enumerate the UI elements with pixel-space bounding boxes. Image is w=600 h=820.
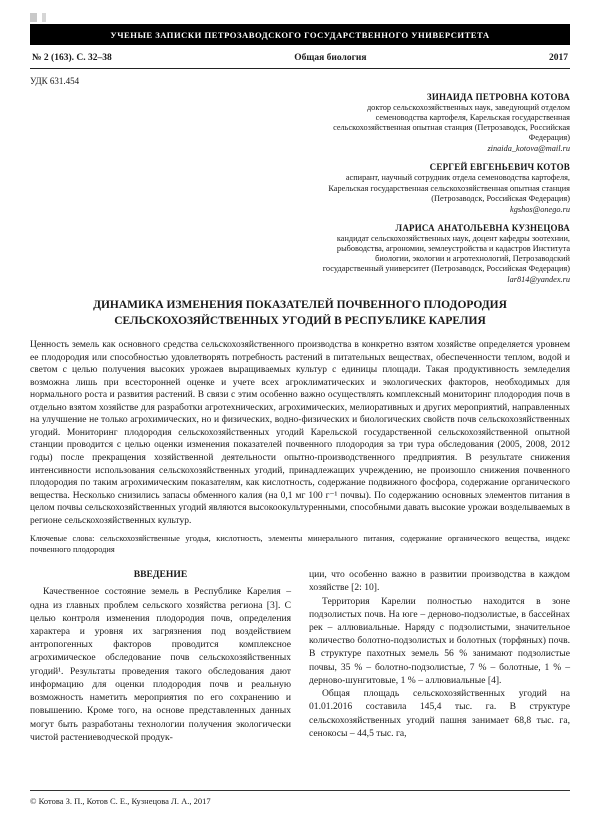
author-block [30,223,570,284]
copyright-line: © Котова З. П., Котов С. Е., Кузнецова Л. А., 2017 [30,790,570,806]
right-column [309,568,570,744]
author-name: ЛАРИСА АНАТОЛЬЕВНА КУЗНЕЦОВА [395,222,570,233]
author-name: ЗИНАИДА ПЕТРОВНА КОТОВА [426,92,570,102]
author-email: kgshos@onego.ru [510,204,570,214]
author-name: СЕРГЕЙ ЕВГЕНЬЕВИЧ КОТОВ [429,162,570,173]
scan-artifact-mark [30,13,37,22]
issue-pages: № 2 (163). С. 32–38 [32,53,112,63]
udc-code: УДК 631.454 [30,76,80,86]
author-email: zinaida_kotova@mail.ru [487,144,570,154]
journal-banner: УЧЕНЫЕ ЗАПИСКИ ПЕТРОЗАВОДСКОГО ГОСУДАРСТВЕННОГО УНИВЕРСИТЕТА [30,24,570,45]
authors-block [30,92,570,284]
paragraph: Качественное состояние земель в Республике Карелия – одна из главных проблем сельского хозяйства региона [3]. С целью контроля изменения плодородия почв, определения характера и уровня их загрязнения под воздействием антропогенных факторов проводится комплексное агрохимическое обследование почв сельскохозяйственных угодий¹. Результаты проведения такого обследования дают информацию для оценки плодородия почв и реальную возможность наметить мероприятия по его сохранению и повышению. Кроме того, на основе представленных данных могут быть разработаны технологии получения экологически чистой растениеводческой продук- [30,586,291,743]
scan-artifact [30,6,570,24]
paragraph: Территория Карелии полностью находится в зоне подзолистых почв. На юге – дерново-подзолистые, в бассейнах рек – аллювиальные. Наряду с подзолистыми, значительное количество болотно-подзолистых и болотных (торфяных) почв. В структуре пахотных земель 56 % занимают подзолистые почвы, 35 % – болотно-подзолистые, 7 % – болотные, 1 % – дерново-шунгитовые, 1 % – аллювиальные [4]. [309,595,570,686]
paragraph: Общая площадь сельскохозяйственных угодий на 01.01.2016 составила 145,4 тыс. га. В структуре сельскохозяйственных угодий пашня занимает 68,8 тыс. га, сенокосы – 44,5 тыс. га, [309,688,570,739]
section-name: Общая биология [294,53,367,63]
paragraph: ции, что особенно важно в развитии производства в каждом хозяйстве [2: 10]. [309,569,570,594]
author-block [30,162,570,213]
author-affiliation: аспирант, научный сотрудник отдела семеноводства картофеля, Карельская государственная сельскохозяйственная опытная станция (Петрозаводск, Российская Федерация) [328,173,570,203]
issue-row [30,45,570,69]
issue-year: 2017 [548,53,568,63]
abstract-text: Ценность земель как основного средства сельскохозяйственного производства в конкретно взятом хозяйстве определяется уровнем ее плодородия или способностью удовлетворять потребность растений в питательных веществах, обеспеченности теплом, водой и светом с целью получения высоких урожаев выращиваемых культур с единицы площади. Такая продуктивность земледелия возможна лишь при всесторонней оценке и учете всех агроклиматических и экологических факторов, необходимых для нормального роста и развития растений. В связи с этим особенно важно осуществлять комплексный мониторинг плодородия почв в отдельно взятом хозяйстве для разработки агротехнических, агрохимических, мелиоративных и других мероприятий, направленных на улучшение не только агрохимических, но и физических, водно-физических и биологических свойств почв сельскохозяйственных угодий. Мониторинг плодородия сельскохозяйственных угодий Карельской государственной сельскохозяйственной опытной станции проводится с целью оценки изменения показателей почвенного плодородия за три тура обследования (2005, 2008, 2012 годы) после прекращения хозяйственной деятельности опытно-производственного предприятия. В результате снижения интенсивности использования сельскохозяйственных угодий, принадлежащих учреждению, не произошло снижения почвенного плодородия по таким агрохимическим показателям, как кислотность, содержание подвижного фосфора, содержание органического вещества. Несколько снизились запасы обменного калия (на 0,1 мг 100 г⁻¹ почвы). По содержанию основных элементов питания в целом почвы сельскохозяйственных угодий являются высокоокультуренными, способными давать высокие урожаи возделываемых в регионе сельскохозяйственных культур. [30,340,570,526]
author-affiliation: кандидат сельскохозяйственных наук, доцент кафедры зоотехнии, рыбоводства, агрономии, землеустройства и кадастров Института биологии, экологии и агротехнологий, Петрозаводский государственный университет (Петрозаводск, Российская Федерация) [322,233,570,274]
introduction-heading: ВВЕДЕНИЕ [133,569,188,581]
scan-artifact-mark [42,13,46,22]
article-title: ДИНАМИКА ИЗМЕНЕНИЯ ПОКАЗАТЕЛЕЙ ПОЧВЕННОГО ПЛОДОРОДИЯ СЕЛЬСКОХОЗЯЙСТВЕННЫХ УГОДИЙ В РЕСПУБЛИКЕ КАРЕЛИЯ [93,299,507,327]
author-email: lar814@yandex.ru [507,275,570,285]
left-column [30,568,291,744]
body-columns [30,568,570,744]
keywords-text: Ключевые слова: сельскохозяйственные угодья, кислотность, элементы минерального питания, содержание органического вещества, индекс почвенного плодородия [30,534,570,555]
author-affiliation: доктор сельскохозяйственных наук, заведующий отделом семеноводства картофеля, Карельская государственная сельскохозяйственная опытная станция (Петрозаводск, Российская Федерация) [333,103,570,143]
author-block [30,92,570,153]
